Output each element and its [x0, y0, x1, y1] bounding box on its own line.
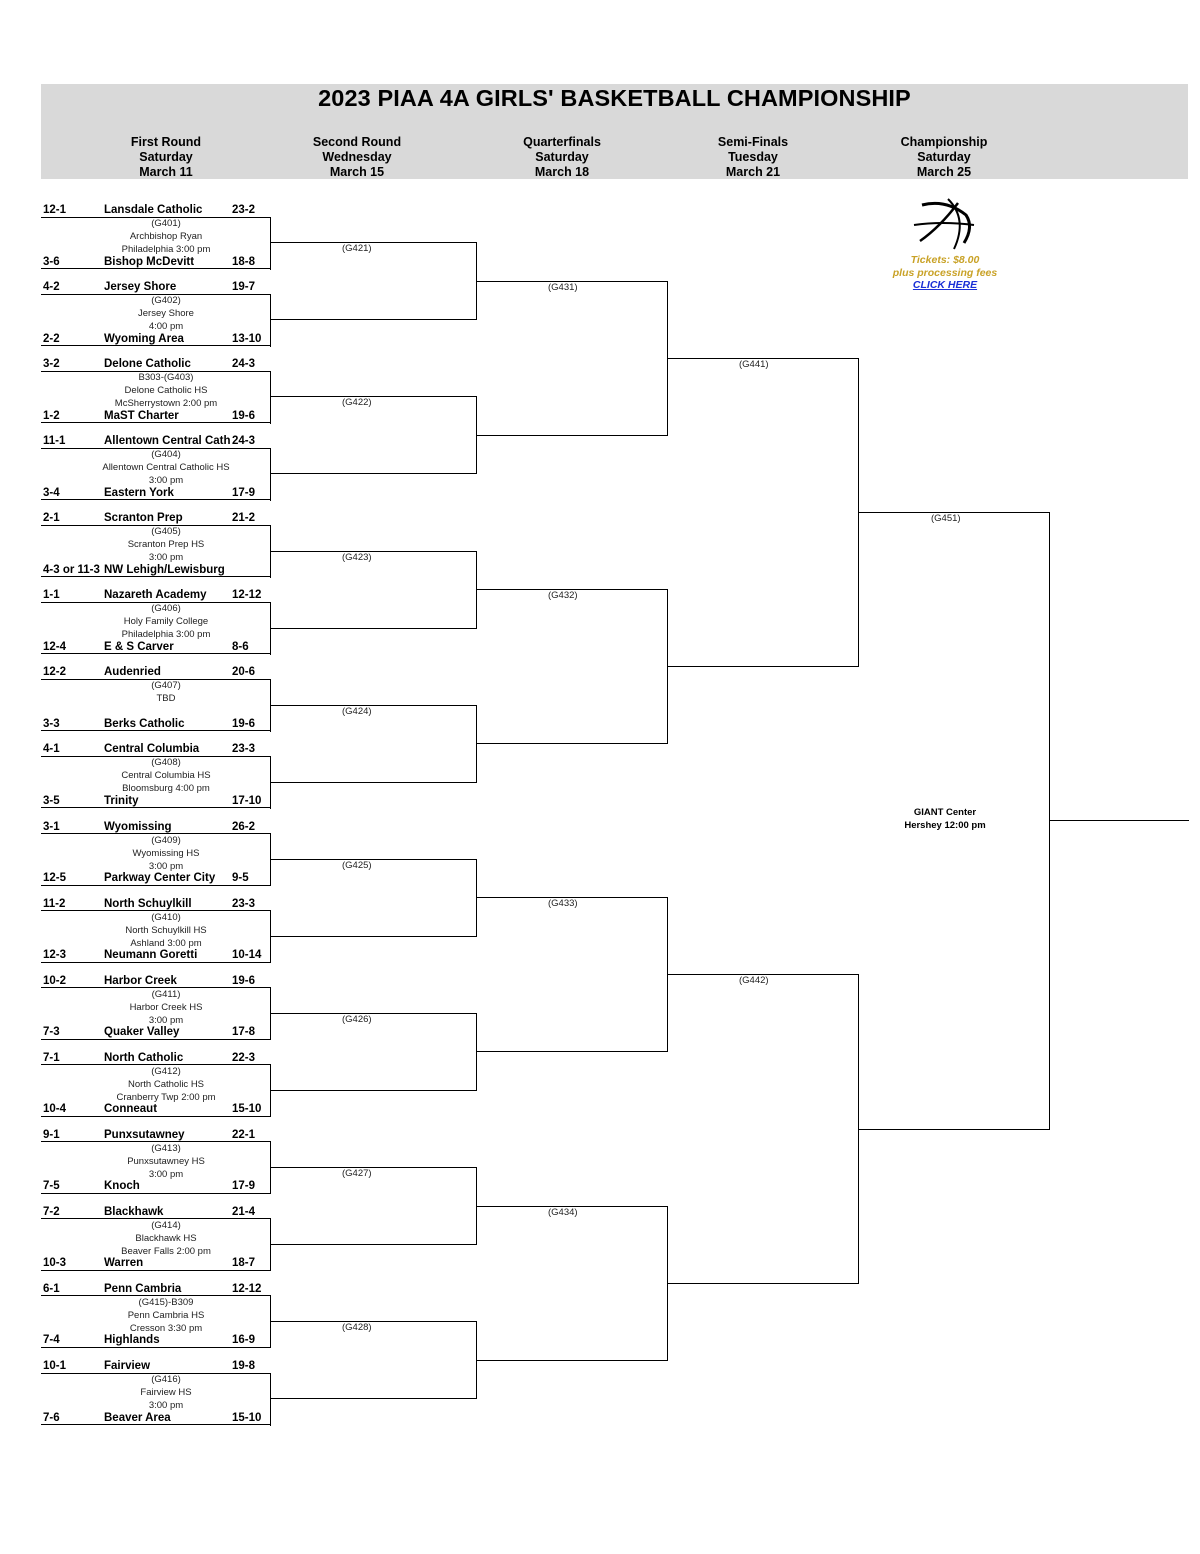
team-record: 10-14 [232, 949, 262, 961]
venue-line: Punxsutawney HS [127, 1155, 205, 1167]
semifinal-line [667, 666, 859, 667]
game-code: (G404) [151, 449, 181, 460]
venue-line: TBD [156, 692, 176, 704]
seed: 3-3 [43, 718, 60, 730]
game-info [86, 603, 246, 641]
round-day: Saturday [535, 150, 589, 164]
venue-line: Hershey 12:00 pm [904, 819, 986, 831]
seed: 11-2 [43, 898, 66, 910]
team-record: 9-5 [232, 872, 249, 884]
game-code: (G424) [342, 706, 372, 717]
game-code: (G422) [342, 397, 372, 408]
bracket-connector [270, 371, 271, 424]
venue-line: Jersey Shore [138, 307, 194, 319]
team-line [41, 1064, 271, 1065]
quarterfinal-line [476, 435, 668, 436]
seed: 6-1 [43, 1283, 60, 1295]
ticket-fees: plus processing fees [892, 266, 998, 279]
quarterfinal-line [476, 1051, 668, 1052]
team-line [41, 1270, 271, 1271]
seed: 3-5 [43, 795, 60, 807]
second-round-line [270, 319, 477, 320]
venue-line: North Schuylkill HS [125, 924, 207, 936]
team-name: Bishop McDevitt [104, 256, 195, 268]
team-line [41, 1424, 271, 1425]
team-line [41, 1116, 271, 1117]
team-name: Blackhawk [104, 1206, 164, 1218]
championship-line [858, 1129, 1050, 1130]
venue-line: 3:00 pm [148, 860, 184, 872]
round-date: March 25 [916, 165, 972, 179]
venue-line: Central Columbia HS [121, 769, 211, 781]
team-record: 12-12 [232, 1283, 262, 1295]
second-round-line [270, 242, 477, 243]
second-round-line [270, 936, 477, 937]
seed: 12-2 [43, 666, 67, 678]
round-day: Saturday [917, 150, 971, 164]
team-line [41, 962, 271, 963]
seed: 3-1 [43, 821, 60, 833]
venue-line: Cranberry Twp 2:00 pm [116, 1091, 216, 1103]
venue-line: Ashland 3:00 pm [130, 937, 202, 949]
bracket-connector [1049, 512, 1050, 1130]
team-record: 20-6 [232, 666, 256, 678]
game-code: (G421) [342, 243, 372, 254]
page-title: 2023 PIAA 4A GIRLS' BASKETBALL CHAMPIONSHIP [318, 85, 911, 111]
seed: 12-5 [43, 872, 67, 884]
team-line [41, 833, 271, 834]
team-line [41, 910, 271, 911]
game-code: (G405) [151, 526, 181, 537]
game-info [86, 1143, 246, 1181]
second-round-line [270, 628, 477, 629]
team-line [41, 807, 271, 808]
team-record: 23-3 [232, 743, 256, 755]
team-record: 19-6 [232, 410, 256, 422]
team-name: Eastern York [104, 487, 174, 499]
game-info [86, 1220, 246, 1258]
second-round-line [270, 1013, 477, 1014]
team-record: 21-4 [232, 1206, 256, 1218]
venue-line: 3:00 pm [148, 1014, 184, 1026]
team-name: E & S Carver [104, 641, 174, 653]
team-name: Lansdale Catholic [104, 204, 203, 216]
seed: 4-2 [43, 281, 60, 293]
tickets-link[interactable]: CLICK HERE [912, 279, 978, 291]
venue-line: Philadelphia 3:00 pm [121, 243, 211, 255]
team-record: 18-7 [232, 1257, 256, 1269]
seed: 3-6 [43, 256, 60, 268]
game-info [86, 757, 246, 795]
team-line [41, 730, 271, 731]
team-name: Knoch [104, 1180, 140, 1192]
round-name: Second Round [312, 135, 402, 149]
round-day: Wednesday [322, 150, 392, 164]
game-code: (G411) [151, 989, 181, 1000]
round-name: Quarterfinals [523, 135, 601, 149]
team-record: 19-7 [232, 281, 256, 293]
seed: 10-2 [43, 975, 67, 987]
game-info [86, 295, 246, 333]
ticket-price: Tickets: $8.00 [910, 254, 980, 266]
second-round-line [270, 1321, 477, 1322]
round-day: Saturday [139, 150, 193, 164]
second-round-line [270, 1244, 477, 1245]
second-round-line [270, 782, 477, 783]
seed: 12-1 [43, 204, 67, 216]
venue-line: 3:00 pm [148, 474, 184, 486]
team-record: 8-6 [232, 641, 249, 653]
team-record: 17-10 [232, 795, 262, 807]
game-code: (G433) [548, 898, 578, 909]
game-code: (G408) [151, 757, 181, 768]
game-info [86, 989, 246, 1027]
second-round-line [270, 859, 477, 860]
team-name: Penn Cambria [104, 1283, 182, 1295]
game-info [86, 1297, 246, 1335]
bracket-connector [476, 705, 477, 783]
team-name: Wyomissing [104, 821, 172, 833]
team-name: Conneaut [104, 1103, 158, 1115]
team-line [41, 422, 271, 423]
round-name: Championship [900, 135, 988, 149]
seed: 4-1 [43, 743, 60, 755]
seed: 10-1 [43, 1360, 67, 1372]
seed: 10-3 [43, 1257, 67, 1269]
team-line [41, 268, 271, 269]
team-name: Audenried [104, 666, 161, 678]
team-name: North Schuylkill [104, 898, 192, 910]
second-round-line [270, 1090, 477, 1091]
venue-line: Philadelphia 3:00 pm [121, 628, 211, 640]
bracket-connector [270, 294, 271, 347]
team-record: 26-2 [232, 821, 256, 833]
seed: 9-1 [43, 1129, 60, 1141]
venue-line: Allentown Central Catholic HS [102, 461, 230, 473]
venue-line: Delone Catholic HS [124, 384, 208, 396]
team-record: 16-9 [232, 1334, 256, 1346]
seed: 3-4 [43, 487, 60, 499]
seed: 1-2 [43, 410, 60, 422]
team-line [41, 987, 271, 988]
team-record: 24-3 [232, 435, 256, 447]
bracket-connector [270, 217, 271, 270]
team-name: Delone Catholic [104, 358, 191, 370]
team-record: 23-2 [232, 204, 256, 216]
game-code: (G427) [342, 1168, 372, 1179]
team-record: 15-10 [232, 1412, 262, 1424]
game-code: (G413) [151, 1143, 181, 1154]
team-record: 19-6 [232, 975, 256, 987]
team-name: Harbor Creek [104, 975, 177, 987]
game-code: (G428) [342, 1322, 372, 1333]
game-code: (G431) [548, 282, 578, 293]
seed: 1-1 [43, 589, 60, 601]
seed: 10-4 [43, 1103, 67, 1115]
second-round-line [270, 396, 477, 397]
team-name: Parkway Center City [104, 872, 216, 884]
game-code: (G410) [151, 912, 181, 923]
venue-line: McSherrystown 2:00 pm [114, 397, 218, 409]
venue-line: Beaver Falls 2:00 pm [121, 1245, 211, 1257]
round-name: Semi-Finals [717, 135, 789, 149]
bracket-connector [270, 1373, 271, 1426]
team-name: Fairview [104, 1360, 151, 1372]
team-name: Warren [104, 1257, 144, 1269]
seed: 7-1 [43, 1052, 60, 1064]
round-name: First Round [130, 135, 202, 149]
team-line [41, 1347, 271, 1348]
game-info [86, 912, 246, 950]
team-line [41, 576, 271, 577]
game-code: (G401) [151, 218, 181, 229]
venue-line: Wyomissing HS [132, 847, 200, 859]
team-name: Berks Catholic [104, 718, 185, 730]
basketball-icon [912, 197, 976, 253]
seed: 12-4 [43, 641, 67, 653]
second-round-line [270, 1167, 477, 1168]
champion-line [1049, 820, 1189, 821]
game-info [86, 680, 246, 706]
game-info [86, 1066, 246, 1104]
seed: 2-2 [43, 333, 60, 345]
venue-line: GIANT Center [913, 807, 977, 818]
team-name: MaST Charter [104, 410, 179, 422]
seed: 3-2 [43, 358, 60, 370]
game-code: (G425) [342, 860, 372, 871]
team-record: 12-12 [232, 589, 262, 601]
team-line [41, 499, 271, 500]
bracket-connector [476, 551, 477, 629]
round-date: March 15 [329, 165, 385, 179]
game-info [86, 449, 246, 487]
team-line [41, 1039, 271, 1040]
game-info [86, 526, 246, 564]
seed: 7-2 [43, 1206, 60, 1218]
game-code: (G432) [548, 590, 578, 601]
venue-line: Bloomsburg 4:00 pm [122, 782, 210, 794]
team-line [41, 1193, 271, 1194]
venue-line: 3:00 pm [148, 1168, 184, 1180]
game-code: (G423) [342, 552, 372, 563]
seed: 11-1 [43, 435, 66, 447]
team-line [41, 653, 271, 654]
bracket-connector [270, 448, 271, 501]
game-code: (G409) [151, 835, 181, 846]
game-code: (G451) [931, 513, 961, 524]
round-date: March 18 [534, 165, 590, 179]
team-name: North Catholic [104, 1052, 184, 1064]
game-code: (G402) [151, 295, 181, 306]
bracket-connector [476, 1013, 477, 1091]
team-record: 24-3 [232, 358, 256, 370]
seed: 7-6 [43, 1412, 60, 1424]
team-name: Quaker Valley [104, 1026, 180, 1038]
venue-line: Blackhawk HS [135, 1232, 197, 1244]
game-code: (G441) [739, 359, 769, 370]
team-record: 19-6 [232, 718, 256, 730]
seed: 7-5 [43, 1180, 60, 1192]
game-info [86, 1374, 246, 1412]
venue-line: Penn Cambria HS [127, 1309, 205, 1321]
team-record: 19-8 [232, 1360, 256, 1372]
seed: 7-4 [43, 1334, 60, 1346]
team-line [41, 1295, 271, 1296]
team-record: 18-8 [232, 256, 256, 268]
game-code: (G416) [151, 1374, 181, 1385]
team-record: 22-3 [232, 1052, 256, 1064]
second-round-line [270, 551, 477, 552]
team-line [41, 1141, 271, 1142]
team-name: Wyoming Area [104, 333, 184, 345]
team-name: Scranton Prep [104, 512, 183, 524]
team-name: NW Lehigh/Lewisburg [104, 564, 225, 576]
venue-line: Holy Family College [123, 615, 209, 627]
team-line [41, 345, 271, 346]
game-code: (G412) [151, 1066, 181, 1077]
quarterfinal-line [476, 1360, 668, 1361]
venue-line: Harbor Creek HS [129, 1001, 203, 1013]
game-code: (G434) [548, 1207, 578, 1218]
round-date: March 21 [725, 165, 781, 179]
game-code: (G407) [151, 680, 181, 691]
game-info [86, 835, 246, 873]
seed: 4-3 or 11-3 [43, 564, 100, 576]
team-record: 17-9 [232, 1180, 256, 1192]
team-line [41, 1218, 271, 1219]
team-record: 23-3 [232, 898, 256, 910]
game-code: (G415)-B309 [138, 1297, 194, 1308]
seed: 12-3 [43, 949, 67, 961]
tickets-info [875, 254, 1015, 292]
quarterfinal-line [476, 743, 668, 744]
team-record: 13-10 [232, 333, 262, 345]
game-code: (G406) [151, 603, 181, 614]
second-round-line [270, 473, 477, 474]
seed: 2-1 [43, 512, 60, 524]
seed: 7-3 [43, 1026, 60, 1038]
round-day: Tuesday [728, 150, 778, 164]
game-info [86, 372, 246, 410]
team-name: Beaver Area [104, 1412, 171, 1424]
venue-line: Fairview HS [140, 1386, 192, 1398]
round-date: March 11 [139, 165, 193, 179]
game-code: (G426) [342, 1014, 372, 1025]
venue-line: Cresson 3:30 pm [129, 1322, 203, 1334]
venue-line: Archbishop Ryan [129, 230, 203, 242]
team-record: 17-8 [232, 1026, 256, 1038]
team-record: 22-1 [232, 1129, 256, 1141]
team-line [41, 885, 271, 886]
team-name: Punxsutawney [104, 1129, 185, 1141]
second-round-line [270, 705, 477, 706]
venue-line: 3:00 pm [148, 1399, 184, 1411]
team-name: Trinity [104, 795, 139, 807]
team-record: 21-2 [232, 512, 256, 524]
game-info [86, 218, 246, 256]
venue-line: 4:00 pm [148, 320, 184, 332]
team-name: Jersey Shore [104, 281, 177, 293]
game-code: B303-(G403) [138, 372, 194, 383]
championship-venue [875, 807, 1015, 832]
team-name: Highlands [104, 1334, 160, 1346]
team-record: 15-10 [232, 1103, 262, 1115]
team-record: 17-9 [232, 487, 256, 499]
second-round-line [270, 1398, 477, 1399]
venue-line: Scranton Prep HS [127, 538, 205, 550]
venue-line: North Catholic HS [127, 1078, 205, 1090]
team-name: Nazareth Academy [104, 589, 207, 601]
team-name: Central Columbia [104, 743, 200, 755]
team-name: Allentown Central Cath [104, 435, 231, 447]
team-name: Neumann Goretti [104, 949, 198, 961]
bracket-connector [476, 859, 477, 937]
game-code: (G414) [151, 1220, 181, 1231]
venue-line: 3:00 pm [148, 551, 184, 563]
game-code: (G442) [739, 975, 769, 986]
semifinal-line [667, 1283, 859, 1284]
